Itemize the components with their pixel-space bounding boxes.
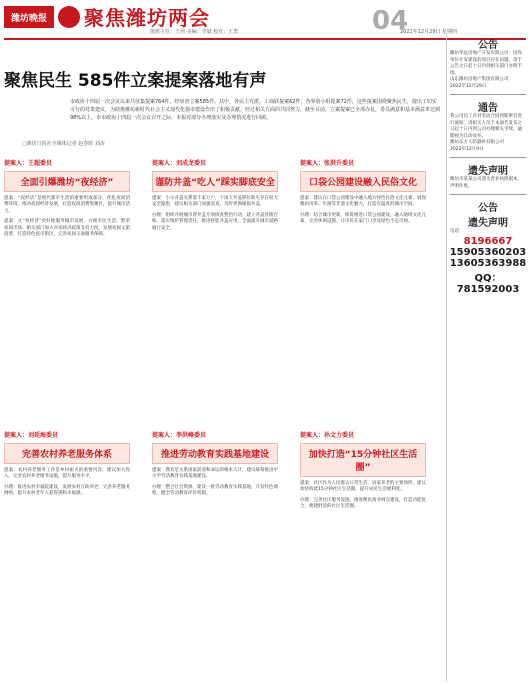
proposal-title: 全面引爆潍坊“夜经济” — [20, 178, 114, 188]
proposal-summary: 提案：教育是关系国家前途和命运的根本大计，建议统筹推进中小学劳动教育实践基地建设。 — [152, 468, 278, 480]
proposal-title: 加快打造“15分钟社区生活圈” — [308, 450, 418, 473]
phone-number: 13605363988 — [449, 257, 527, 269]
divider — [450, 94, 526, 95]
editor-credits: 值班主任：王伟 美编：李斌 校对：王勇 — [150, 29, 239, 35]
phone-number: 15905360203 — [449, 246, 527, 258]
proposal-column-4 — [4, 430, 130, 498]
classified-ads-pane — [446, 36, 529, 682]
proposal-title-box — [4, 171, 130, 192]
proposal-title: 谨防井盖“吃人”踩实脚底安全 — [155, 178, 275, 188]
proposal-title-box — [152, 443, 278, 464]
notice-text: 遗失声明 — [468, 218, 508, 229]
proposal-title: 完善农村养老服务体系 — [21, 450, 112, 460]
phone-number: 8196667 — [463, 235, 513, 247]
notice-title: 通告 — [478, 103, 498, 114]
notice-title: 公告 — [478, 203, 498, 214]
proposer: 提案人：王超委员 — [4, 160, 53, 167]
notice-text: 潍坊华远房地产开发有限公司：因你单位开发建设的项目存在问题，请于公告之日起十日内到相关部门办理手续。 — [450, 51, 522, 76]
issue-date: 2022年12月29日 星期四 — [400, 29, 458, 35]
divider — [450, 157, 526, 158]
qq-number: QQ：781592003 — [456, 272, 520, 295]
proposal-body: 办理：完善社区服务设施，推进便民商业网点建设，打造功能复合、便捷舒适的社区生活圈。 — [300, 497, 426, 510]
proposal-summary: 提案：农村养老服务工作是乡村振兴的重要内容，建议加大投入，完善农村养老服务设施，提升服务水平。 — [4, 468, 130, 480]
proposal-body: 办理：整合社会资源，建设一批劳动教育实践基地，开发特色课程，健全劳动教育评价机制。 — [152, 484, 278, 497]
proposer: 提案人：刘延海委员 — [4, 432, 59, 439]
page-number: 04 — [372, 6, 409, 36]
phone-label: 电话： — [450, 229, 464, 234]
divider — [450, 194, 526, 195]
proposal-summary: 提案：“夜经济”是现代都市生活的重要组成部分，优化夜间消费环境，推动夜间经济发展，打造夜间消费集聚区，提升城市活力。 — [4, 196, 130, 214]
proposal-summary: 提案：社区作为人民群众日常生活、居家养老的主要场所，建议加快构建15分钟社区生活圈，提升居民生活便利度。 — [300, 481, 426, 493]
proposer: 提案人：张洪升委员 — [300, 160, 355, 167]
proposal-column-6 — [300, 430, 426, 511]
proposal-column-5 — [152, 430, 278, 498]
proposal-column-2 — [152, 158, 278, 232]
lost-text: 潍坊市某某公司遗失营业执照副本，声明作废。 — [450, 177, 522, 189]
notice-text: 我公司员工应对劳动合同到期事宜进行通知，请相关人员于本通告发布之日起十日内到公司办理相关手续，逾期视为自动放弃。 — [450, 114, 522, 139]
proposal-body: 办理：组织开展城市窨井盖专项排查整治行动，建立井盖管理台账，落实维护管理责任，推进智能井盖应用，全面提升城市道路通行安全。 — [152, 212, 278, 231]
proposal-summary: 提案：建议在口袋公园建设中融入地方特色民俗文化元素，展现潍坊风筝、年画等非遗文化魅力，打造有温度的城市空间。 — [300, 196, 426, 208]
proposer: 提案人：刘成龙委员 — [152, 160, 207, 167]
lead-paragraph: 市政协十四届一次会议以来共征集提案764件，经审查立案585件。其中，各民主党派、工商联提案62件，各界别小组提案72件，这些提案围绕聚焦民生，提出了切实可行的对策建议，为助推潍坊新时代社会主义现代化强市建设作出了积极贡献。经过相关方面的共同努力，截至目前，立案提案已全部办复，委员满意和基本满意率达到98%以上。市市政协十四届一次会议召开之际，本报对部分办理落实及办理情况进行回顾。 — [70, 99, 441, 121]
proposer: 提案人：孙文力委员 — [300, 432, 355, 439]
emblem-icon — [58, 6, 80, 28]
proposal-title-box — [4, 443, 130, 464]
proposer: 提案人：李洪峰委员 — [152, 432, 207, 439]
notice-org: 山东潍坊房地产集团有限公司 — [450, 77, 509, 82]
page-headline: 聚焦民生 585件立案提案落地有声 — [4, 71, 267, 91]
newspaper-logo: 潍坊晚报 — [4, 6, 54, 28]
proposal-body: 办理：结合城市更新，统筹推进口袋公园建设，融入地域文化元素，完善休闲设施，让市民在家门口享受绿色生态空间。 — [300, 212, 426, 225]
notice-date: 2022年12月29日 — [450, 83, 487, 89]
notice-title: 公告 — [478, 40, 498, 51]
proposal-title: 推进劳动教育实践基地建设 — [160, 450, 269, 460]
reporter-byline: □潍坊日报社全媒体记者 赵春晖 刘涛 — [22, 141, 105, 147]
proposal-summary: 提案：小小井盖关系着千家万户，下雨天井盖移位缺失存在较大安全隐患，建议相关部门加强巡查，及时更换破损井盖。 — [152, 196, 278, 208]
proposal-column-1 — [4, 158, 130, 238]
proposal-body: 办理：推进农村幸福院建设，发展农村互助养老，完善养老服务网络，提升农村老年人获得感和幸福感。 — [4, 484, 130, 497]
lost-title: 遗失声明 — [468, 166, 508, 177]
proposal-body: 提案：让“夜经济”更好地服务城市发展、方便市民生活、繁荣夜间市场。相关部门加大对夜经济政策支持力度，发展夜间文旅消费，打造特色夜市街区，完善夜间交通服务保障。 — [4, 219, 130, 238]
proposal-title: 口袋公园建设融入民俗文化 — [308, 178, 417, 188]
proposal-title-box — [300, 171, 426, 192]
section-title: 聚焦潍坊两会 — [84, 6, 210, 30]
notice-date: 2022年12月9日 — [450, 146, 484, 152]
proposal-column-3 — [300, 158, 426, 226]
proposal-title-box — [152, 171, 278, 192]
proposal-title-box — [300, 443, 426, 477]
notice-org: 潍坊东方人防器材有限公司 — [450, 140, 504, 145]
